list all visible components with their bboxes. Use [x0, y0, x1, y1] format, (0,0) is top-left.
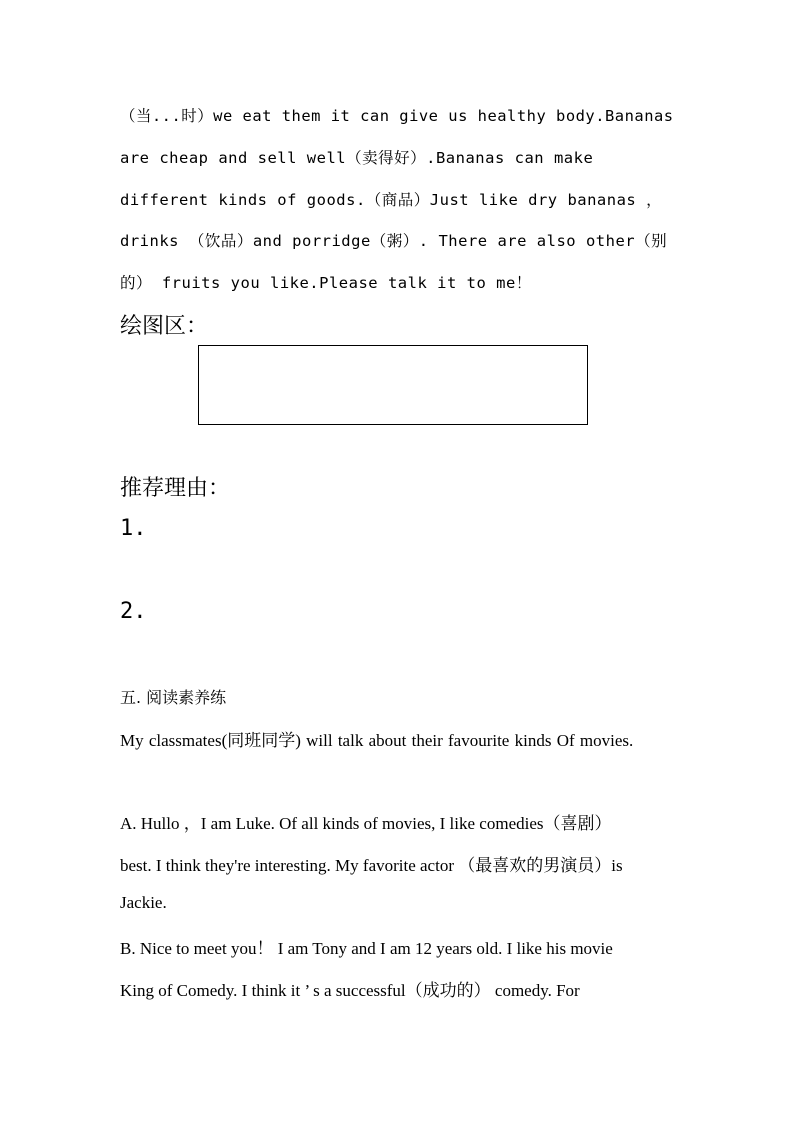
passage-line-1: （当...时）we eat them it can give us healthy body.Bananas [120, 107, 674, 125]
drawing-area-label: 绘图区： [120, 314, 209, 339]
reading-line-1: A. Hullo ，I am Luke. Of all kinds of movies, I like comedies（喜剧） [120, 814, 612, 833]
reading-line-3: Jackie. [120, 893, 167, 912]
reading-line-5: King of Comedy. I think it ’ s a successful（成功的） comedy. For [120, 981, 580, 1000]
passage-line-2: are cheap and sell well（卖得好）.Bananas can make [120, 149, 594, 167]
passage-line-4: drinks （饮品）and porridge（粥）. There are also other（别 [120, 232, 668, 250]
passage-line-5: 的） fruits you like.Please talk it to me！ [120, 274, 532, 292]
passage-line-3: different kinds of goods.（商品）Just like dry bananas ， [120, 191, 663, 209]
reason-item-1: 1. [120, 516, 147, 541]
reasons-label: 推荐理由： [120, 476, 231, 501]
section-five-intro: My classmates(同班同学) will talk about their favourite kinds Of movies. [120, 731, 634, 750]
reading-line-4: B. Nice to meet you！ I am Tony and I am 12 years old. I like his movie [120, 939, 613, 958]
reason-item-2: 2. [120, 599, 147, 624]
drawing-area-box[interactable] [198, 345, 588, 425]
section-five-title: 五. 阅读素养练 [120, 688, 227, 707]
reading-line-2: best. I think they're interesting. My favorite actor （最喜欢的男演员）is [120, 856, 623, 875]
